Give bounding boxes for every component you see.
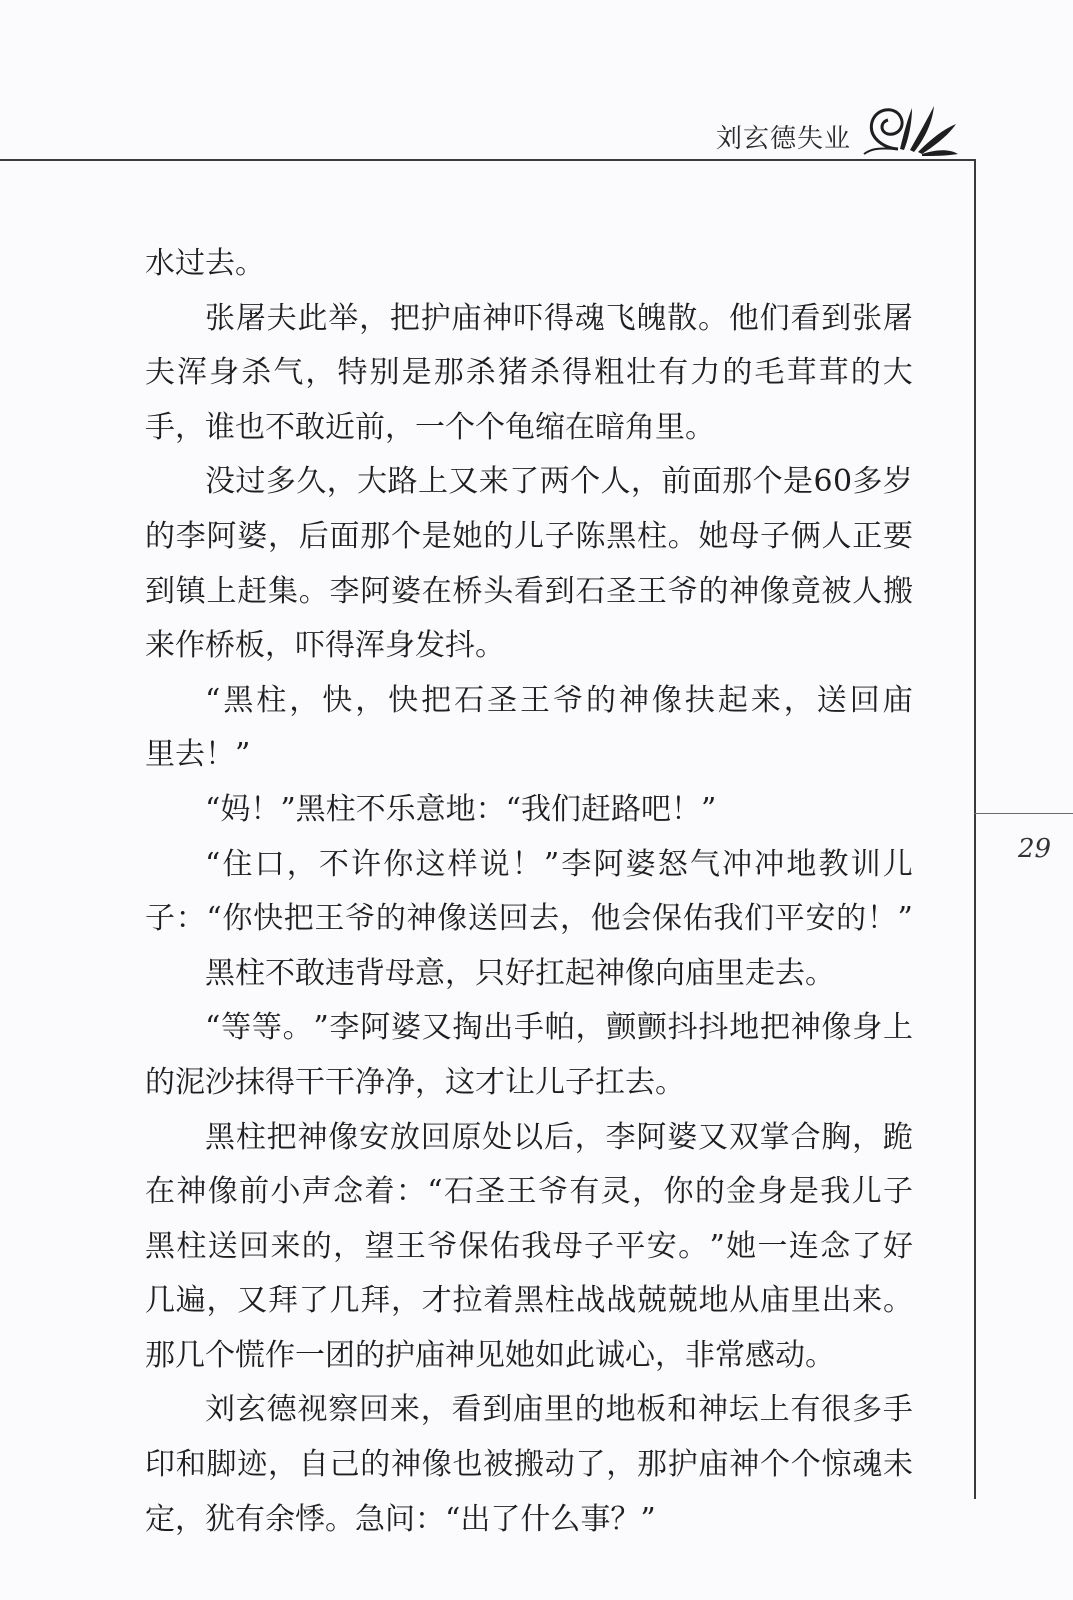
text-line: 黑 柱 送 回 来 的 ， 望 王 爷 保 佑 我 母 子 平 安 。 ” 她 一 连 念 了 好 <box>145 1228 913 1264</box>
text-line: 黑 柱 把 神 像 安 放 回 原 处 以 后 ， 李 阿 婆 又 双 掌 合 胸 ， 跪 <box>205 1119 913 1155</box>
text-line: 的泥沙抹得干干净净，这才让儿子扛去。 <box>145 1064 685 1100</box>
text-line: “妈！”黑柱不乐意地：“我们赶路吧！” <box>205 791 717 827</box>
body-text <box>145 237 913 1547</box>
flourish-ornament-icon <box>858 102 962 160</box>
text-line: “ 等 等 。 ” 李 阿 婆 又 掏 出 手 帕 ， 颤 颤 抖 抖 地 把 神 像 身 上 <box>205 1010 913 1046</box>
text-line: 在 神 像 前 小 声 念 着 ： “ 石 圣 王 爷 有 灵 ， 你 的 金 身 是 我 儿 子 <box>145 1174 913 1210</box>
text-line: 几 遍 ， 又 拜 了 几 拜 ， 才 拉 着 黑 柱 战 战 兢 兢 地 从 庙 里 出 来 。 <box>145 1283 913 1319</box>
text-line: 来作桥板，吓得浑身发抖。 <box>145 628 505 664</box>
text-line: 那几个慌作一团的护庙神见她如此诚心，非常感动。 <box>145 1337 835 1373</box>
text-line: 刘 玄 德 视 察 回 来 ， 看 到 庙 里 的 地 板 和 神 坛 上 有 很 多 手 <box>205 1392 913 1428</box>
running-header-title: 刘玄德失业 <box>715 124 851 154</box>
page-number-rule <box>974 813 1073 814</box>
text-line: 定，犹有余悸。急问：“出了什么事？” <box>145 1501 656 1537</box>
page-number: 29 <box>1018 834 1052 864</box>
text-line: 的 李 阿 婆 ， 后 面 那 个 是 她 的 儿 子 陈 黑 柱 。 她 母 子 俩 人 正 要 <box>145 518 913 554</box>
text-line: 子 ： “ 你 快 把 王 爷 的 神 像 送 回 去 ， 他 会 保 佑 我 们 平 安 的 ！ ” <box>145 901 913 937</box>
text-line: “ 住 口 ， 不 许 你 这 样 说 ！ ” 李 阿 婆 怒 气 冲 冲 地 教 训 儿 <box>205 846 913 882</box>
text-line: 水过去。 <box>145 246 265 281</box>
text-line: 黑柱不敢违背母意，只好扛起神像向庙里走去。 <box>205 955 835 991</box>
margin-rule <box>974 159 976 1499</box>
text-line: 手，谁也不敢近前，一个个龟缩在暗角里。 <box>145 409 715 445</box>
text-line: 到 镇 上 赶 集 。 李 阿 婆 在 桥 头 看 到 石 圣 王 爷 的 神 像 竟 被 人 搬 <box>145 573 913 609</box>
header-rule <box>0 159 976 161</box>
text-line: 张 屠 夫 此 举 ， 把 护 庙 神 吓 得 魂 飞 魄 散 。 他 们 看 到 张 屠 <box>205 300 913 336</box>
text-line: 印 和 脚 迹 ， 自 己 的 神 像 也 被 搬 动 了 ， 那 护 庙 神 个 个 惊 魂 未 <box>145 1447 913 1483</box>
text-line: 夫 浑 身 杀 气 ， 特 别 是 那 杀 猪 杀 得 粗 壮 有 力 的 毛 茸 茸 的 大 <box>145 355 913 391</box>
text-line: “ 黑 柱 ， 快 ， 快 把 石 圣 王 爷 的 神 像 扶 起 来 ， 送 回 庙 <box>205 682 913 718</box>
text-line: 没 过 多 久 ， 大 路 上 又 来 了 两 个 人 ， 前 面 那 个 是 6 0 多 岁 <box>205 464 913 500</box>
text-line: 里去！” <box>145 737 251 773</box>
